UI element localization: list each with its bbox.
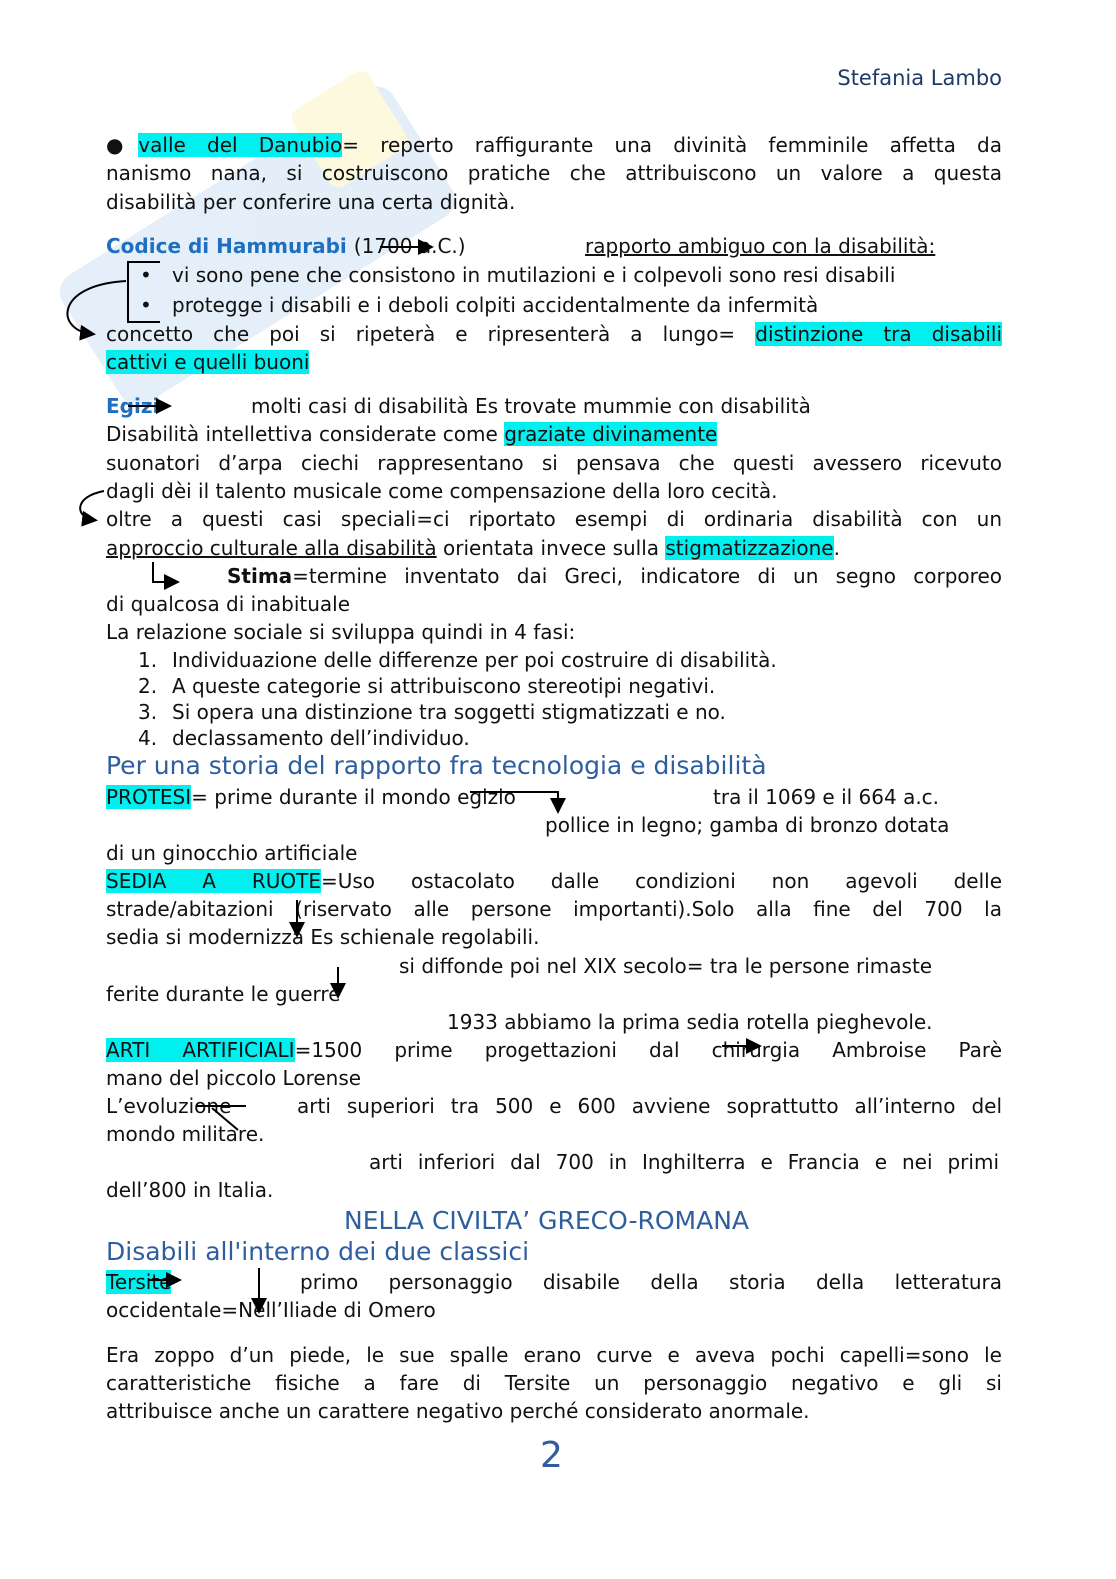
- sedia-line-6: 1933 abbiamo la prima sedia rotella pieghevole.: [447, 1010, 933, 1034]
- egizi-line-4: dagli dèi il talento musicale come compensazione della loro cecità.: [106, 479, 778, 503]
- highlight-distinzione: distinzione tra disabili: [755, 322, 1002, 346]
- arti-line-1: ARTI ARTIFICIALI=1500 prime progettazioni dal chirurgia Ambroise Parè: [106, 1038, 1002, 1062]
- egizi-line-5: oltre a questi casi speciali=ci riportato esempi di ordinaria disabilità con un: [106, 507, 1002, 531]
- list-item: 4. declassamento dell’individuo.: [138, 726, 470, 750]
- phases-intro: La relazione sociale si sviluppa quindi in 4 fasi:: [106, 620, 576, 644]
- egizi-line-3: suonatori d’arpa ciechi rappresentano si pensava che questi avessero ricevuto: [106, 451, 1002, 475]
- highlight-cattivi-buoni: cattivi e quelli buoni: [106, 350, 310, 374]
- sedia-line-3: sedia si modernizza Es schienale regolabili.: [106, 925, 540, 949]
- highlight-graziate: graziate divinamente: [504, 422, 718, 446]
- protesi-line-2: pollice in legno; gamba di bronzo dotata: [545, 813, 950, 837]
- sedia-line-1: SEDIA A RUOTE=Uso ostacolato dalle condizioni non agevoli delle: [106, 869, 1002, 893]
- stima-line-2: di qualcosa di inabituale: [106, 592, 351, 616]
- highlight-stigmatizzazione: stigmatizzazione: [665, 536, 834, 560]
- tersite-para-3: attribuisce anche un carattere negativo perché considerato anormale.: [106, 1399, 810, 1423]
- highlight-tersite: Tersite: [106, 1270, 172, 1294]
- tersite-para-2: caratteristiche fisiche a fare di Tersite un personaggio negativo e gli si: [106, 1371, 1002, 1395]
- egizi-line-2: Disabilità intellettiva considerate come graziate divinamente: [106, 422, 718, 446]
- stima-term: Stima: [227, 564, 293, 588]
- evol-line-1: arti superiori tra 500 e 600 avviene soprattutto all’interno del: [297, 1094, 1002, 1118]
- tersite-para-1: Era zoppo d’un piede, le sue spalle erano curve e aveva pochi capelli=sono le: [106, 1343, 1002, 1367]
- evol-line-3: arti inferiori dal 700 in Inghilterra e Francia e nei primi: [369, 1150, 999, 1174]
- list-item: 3. Si opera una distinzione tra soggetti stigmatizzati e no.: [138, 700, 726, 724]
- protesi-line: PROTESI= prime durante il mondo egizio: [106, 785, 516, 809]
- elbow-arrow-icon: [153, 562, 176, 582]
- stima-line: Stima=termine inventato dai Greci, indicatore di un segno corporeo: [227, 564, 1002, 588]
- highlight-protesi: PROTESI: [106, 785, 192, 809]
- egizi-line-6: approccio culturale alla disabilità orientata invece sulla stigmatizzazione.: [106, 536, 840, 560]
- sedia-line-2: strade/abitazioni (riservato alle persone importanti).Solo alla fine del 700 la: [106, 897, 1002, 921]
- hammurabi-concept-line-2: [106, 348, 1002, 376]
- tersite-line-1: primo personaggio disabile della storia della letteratura: [300, 1270, 1002, 1294]
- highlight-sedia: SEDIA A RUOTE: [106, 869, 321, 893]
- sedia-line-4: si diffonde poi nel XIX secolo= tra le persone rimaste: [399, 954, 933, 978]
- header-author: Stefania Lambo: [837, 66, 1002, 90]
- evol-label: L’evoluzione: [106, 1094, 232, 1118]
- egizi-line-1: molti casi di disabilità Es trovate mummie con disabilità: [251, 394, 811, 418]
- tersite-line-2: occidentale=Nell’Iliade di Omero: [106, 1298, 436, 1322]
- subheading-classici: Disabili all'interno dei due classici: [106, 1237, 530, 1266]
- highlight-danubio: valle del Danubio: [138, 133, 343, 157]
- list-item: 1. Individuazione delle differenze per poi costruire di disabilità.: [138, 648, 777, 672]
- list-item: 2. A queste categorie si attribuiscono stereotipi negativi.: [138, 674, 716, 698]
- curved-arrow-icon: [80, 491, 104, 520]
- egizi-title: Egizi: [106, 394, 160, 418]
- bullet-icon: ●: [106, 133, 139, 157]
- page-number: 2: [540, 1435, 563, 1476]
- hammurabi-date: (1700 a.C.): [353, 234, 466, 258]
- section-heading-tecnologia: Per una storia del rapporto fra tecnologia e disabilità: [106, 751, 767, 780]
- list-item: • vi sono pene che consistono in mutilazioni e i colpevoli sono resi disabili: [140, 263, 896, 287]
- hammurabi-concept-line-1: concetto che poi si ripeterà e ripresenterà a lungo= distinzione tra disabili: [106, 322, 1002, 346]
- tersite-label: [106, 1268, 171, 1296]
- sedia-line-5: ferite durante le guerre: [106, 982, 341, 1006]
- arti-line-2: mano del piccolo Lorense: [106, 1066, 362, 1090]
- danubio-line-2: nanismo nana, si costruiscono pratiche che attribuiscono un valore a questa: [106, 161, 1002, 185]
- underline-approccio: approccio culturale alla disabilità: [106, 536, 437, 560]
- list-item: • protegge i disabili e i deboli colpiti accidentalmente da infermità: [140, 293, 819, 317]
- section-heading-greco-romana: NELLA CIVILTA’ GRECO-ROMANA: [344, 1206, 750, 1235]
- danubio-line-1: ●valle del Danubio= reperto raffigurante una divinità femminile affetta da: [106, 133, 1002, 157]
- protesi-dates: tra il 1069 e il 664 a.c.: [713, 785, 940, 809]
- hammurabi-title: Codice di Hammurabi: [106, 234, 354, 258]
- protesi-line-3: di un ginocchio artificiale: [106, 841, 358, 865]
- hammurabi-note: rapporto ambiguo con la disabilità:: [585, 234, 936, 258]
- highlight-arti: ARTI ARTIFICIALI: [106, 1038, 295, 1062]
- danubio-line-3: disabilità per conferire una certa dignità.: [106, 190, 516, 214]
- evol-line-2: mondo militare.: [106, 1122, 265, 1146]
- evol-line-4: dell’800 in Italia.: [106, 1178, 274, 1202]
